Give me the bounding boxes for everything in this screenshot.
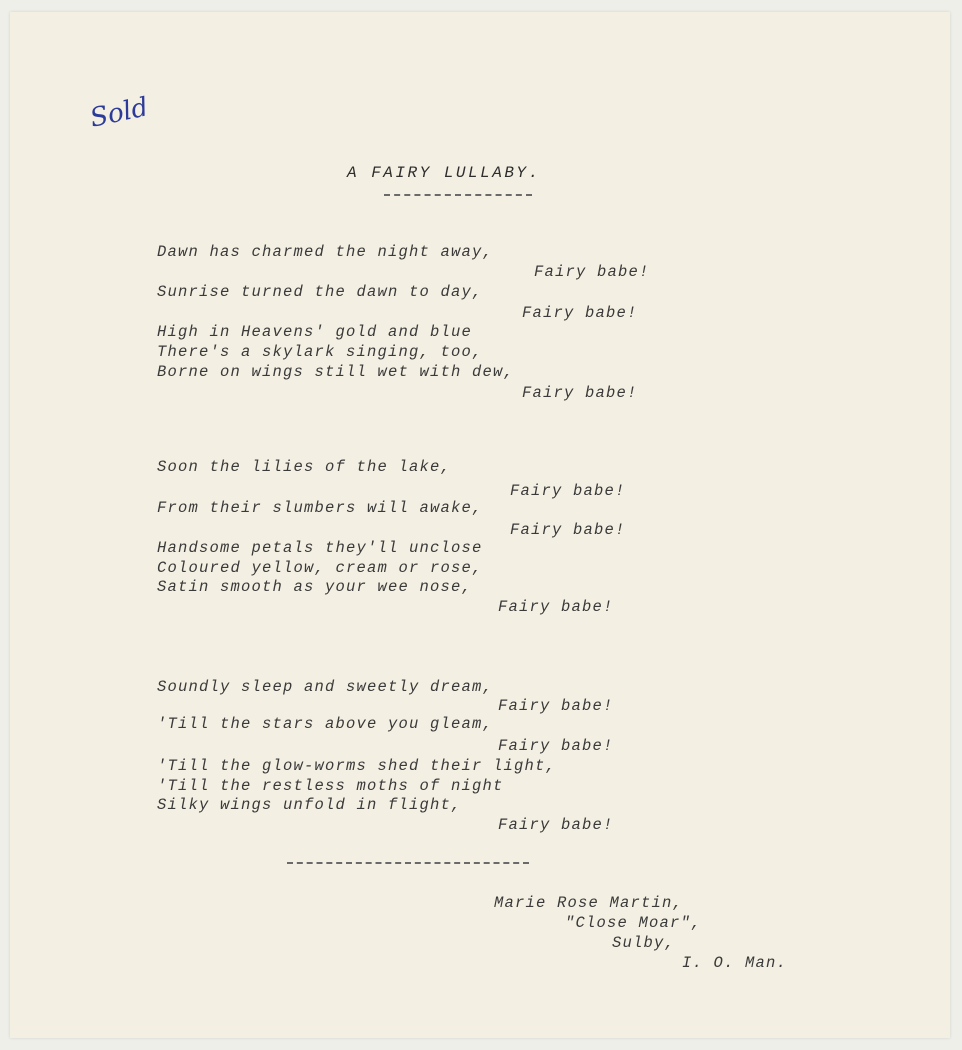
stanza-3-line-7: Silky wings unfold in flight, [157, 796, 462, 814]
stanza-3-line-6: 'Till the restless moths of night [157, 777, 504, 795]
stanza-2-line-4: Fairy babe! [510, 521, 626, 539]
stanza-2-line-7: Satin smooth as your wee nose, [157, 578, 473, 596]
signature-house: "Close Moar", [565, 914, 702, 932]
stanza-1-line-6: There's a skylark singing, too, [157, 343, 483, 361]
poem-title: A FAIRY LULLABY. [347, 164, 541, 182]
pencil-annotation: Sold [87, 92, 151, 134]
stanza-1-line-4: Fairy babe! [522, 304, 638, 322]
signature-place: I. O. Man. [682, 954, 788, 972]
title-underline [384, 194, 532, 196]
stanza-1-line-2: Fairy babe! [534, 263, 650, 281]
signature-name: Marie Rose Martin, [494, 894, 684, 912]
stanza-3-line-3: 'Till the stars above you gleam, [157, 715, 494, 733]
stanza-2-line-6: Coloured yellow, cream or rose, [157, 559, 483, 577]
stanza-1-line-1: Dawn has charmed the night away, [157, 243, 494, 261]
stanza-1-line-3: Sunrise turned the dawn to day, [157, 283, 483, 301]
stanza-2-line-3: From their slumbers will awake, [157, 499, 483, 517]
stanza-1-line-8: Fairy babe! [522, 384, 638, 402]
stanza-1-line-5: High in Heavens' gold and blue [157, 323, 473, 341]
stanza-2-line-2: Fairy babe! [510, 482, 626, 500]
stanza-3-line-4: Fairy babe! [498, 737, 614, 755]
stanza-1-line-7: Borne on wings still wet with dew, [157, 363, 515, 381]
stanza-2-line-8: Fairy babe! [498, 598, 614, 616]
signature-village: Sulby, [612, 934, 676, 952]
stanza-3-line-8: Fairy babe! [498, 816, 614, 834]
closing-divider [287, 862, 529, 864]
stanza-2-line-1: Soon the lilies of the lake, [157, 458, 452, 476]
stanza-3-line-5: 'Till the glow-worms shed their light, [157, 757, 557, 775]
stanza-2-line-5: Handsome petals they'll unclose [157, 539, 483, 557]
stanza-3-line-2: Fairy babe! [498, 697, 614, 715]
stanza-3-line-1: Soundly sleep and sweetly dream, [157, 678, 494, 696]
